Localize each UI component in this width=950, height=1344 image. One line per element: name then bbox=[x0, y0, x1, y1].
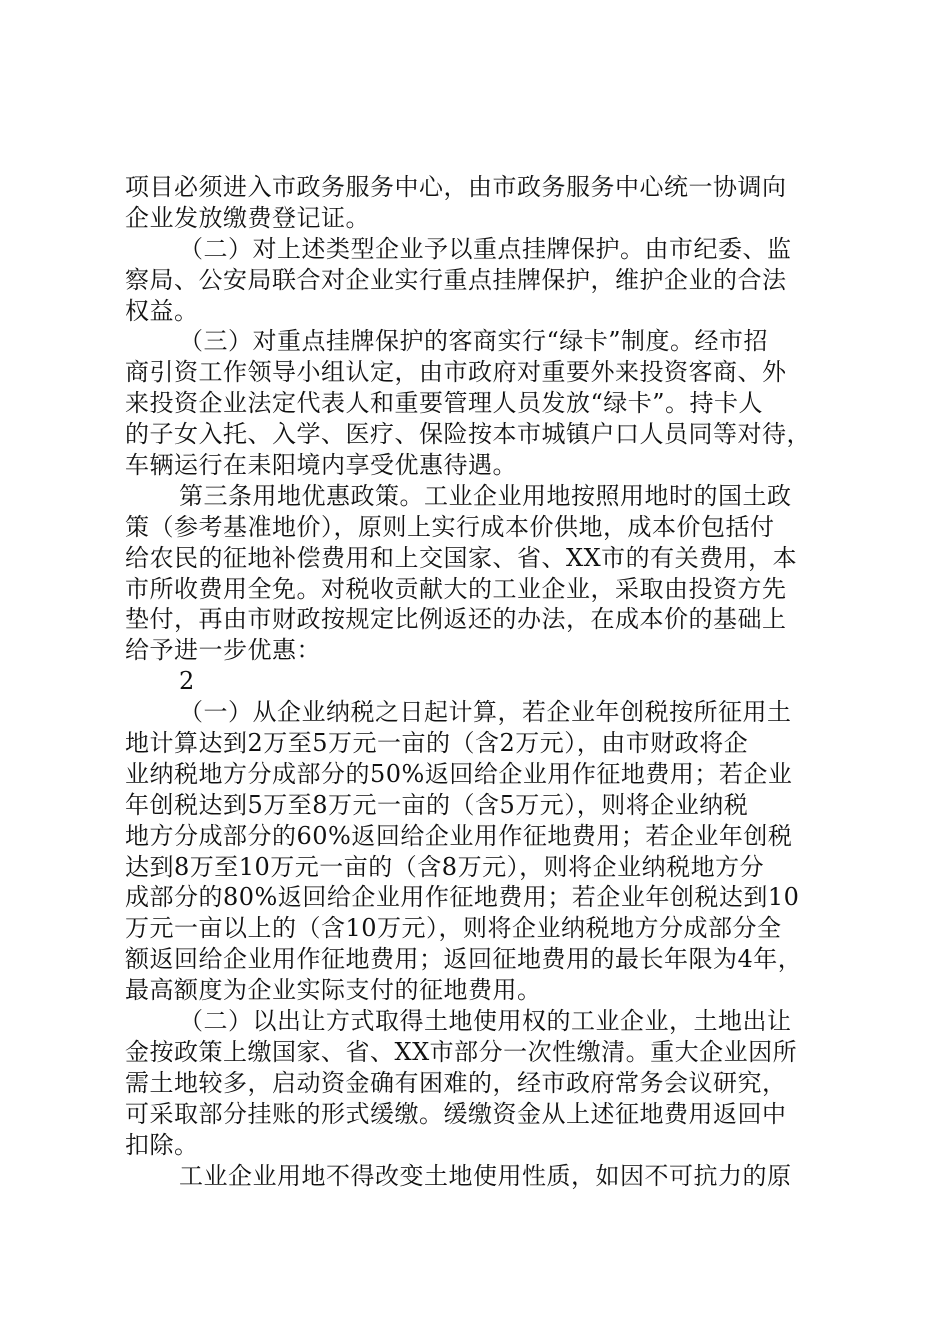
text-line: 最高额度为企业实际支付的征地费用。 bbox=[125, 976, 542, 1005]
text-line: 需土地较多，启动资金确有困难的，经市政府常务会议研究， bbox=[125, 1068, 787, 1097]
text-line: 权益。 bbox=[125, 296, 199, 325]
text-line: 达到8万至10万元一亩的（含8万元），则将企业纳税地方分 bbox=[125, 852, 765, 881]
text-line: 地计算达到2万至5万元一亩的（含2万元），由市财政将企 bbox=[125, 729, 749, 758]
text-line: 金按政策上缴国家、省、XX市部分一次性缴清。重大企业因所 bbox=[125, 1037, 798, 1066]
text-line: 可采取部分挂账的形式缓缴。缓缴资金从上述征地费用返回中 bbox=[125, 1099, 787, 1128]
text-line: 万元一亩以上的（含10万元），则将企业纳税地方分成部分全 bbox=[125, 914, 782, 943]
text-line: 给农民的征地补偿费用和上交国家、省、XX市的有关费用，本 bbox=[125, 543, 798, 572]
document-body bbox=[125, 172, 835, 1191]
text-line: 来投资企业法定代表人和重要管理人员发放“绿卡”。持卡人 bbox=[125, 389, 764, 418]
text-line: （二）对上述类型企业予以重点挂牌保护。由市纪委、监 bbox=[179, 234, 792, 263]
text-line: 工业企业用地不得改变土地使用性质，如因不可抗力的原 bbox=[179, 1161, 792, 1190]
text-line: 策（参考基准地价），原则上实行成本价供地，成本价包括付 bbox=[125, 512, 775, 541]
text-line: 垫付，再由市财政按规定比例返还的办法，在成本价的基础上 bbox=[125, 605, 787, 634]
text-line: 额返回给企业用作征地费用；返回征地费用的最长年限为4年， bbox=[125, 945, 803, 974]
text-line: （一）从企业纳税之日起计算，若企业年创税按所征用土 bbox=[179, 698, 792, 727]
text-line: 的子女入托、入学、医疗、保险按本市城镇户口人员同等对待， bbox=[125, 420, 811, 449]
text-line: （三）对重点挂牌保护的客商实行“绿卡”制度。经市招 bbox=[179, 327, 769, 356]
text-line: 商引资工作领导小组认定，由市政府对重要外来投资客商、外 bbox=[125, 358, 787, 387]
text-line: 项目必须进入市政务服务中心，由市政务服务中心统一协调向 bbox=[125, 173, 787, 201]
text-line: 扣除。 bbox=[125, 1130, 199, 1159]
text-line: （二）以出让方式取得土地使用权的工业企业，土地出让 bbox=[179, 1007, 792, 1036]
text-line: 地方分成部分的60%返回给企业用作征地费用；若企业年创税 bbox=[125, 821, 793, 850]
text-line: 第三条用地优惠政策。工业企业用地按照用地时的国土政 bbox=[179, 481, 792, 510]
text-line: 年创税达到5万至8万元一亩的（含5万元），则将企业纳税 bbox=[125, 790, 749, 819]
text-line: 给予进一步优惠： bbox=[125, 636, 321, 665]
text-line: 察局、公安局联合对企业实行重点挂牌保护，维护企业的合法 bbox=[125, 265, 787, 294]
text-line: 车辆运行在耒阳境内享受优惠待遇。 bbox=[125, 451, 517, 480]
text-line: 成部分的80%返回给企业用作征地费用；若企业年创税达到10 bbox=[125, 883, 800, 912]
text-line: 市所收费用全免。对税收贡献大的工业企业，采取由投资方先 bbox=[125, 574, 787, 603]
text-line: 业纳税地方分成部分的50%返回给企业用作征地费用；若企业 bbox=[125, 759, 793, 788]
page-number: 2 bbox=[179, 667, 195, 696]
text-line: 企业发放缴费登记证。 bbox=[125, 203, 370, 232]
